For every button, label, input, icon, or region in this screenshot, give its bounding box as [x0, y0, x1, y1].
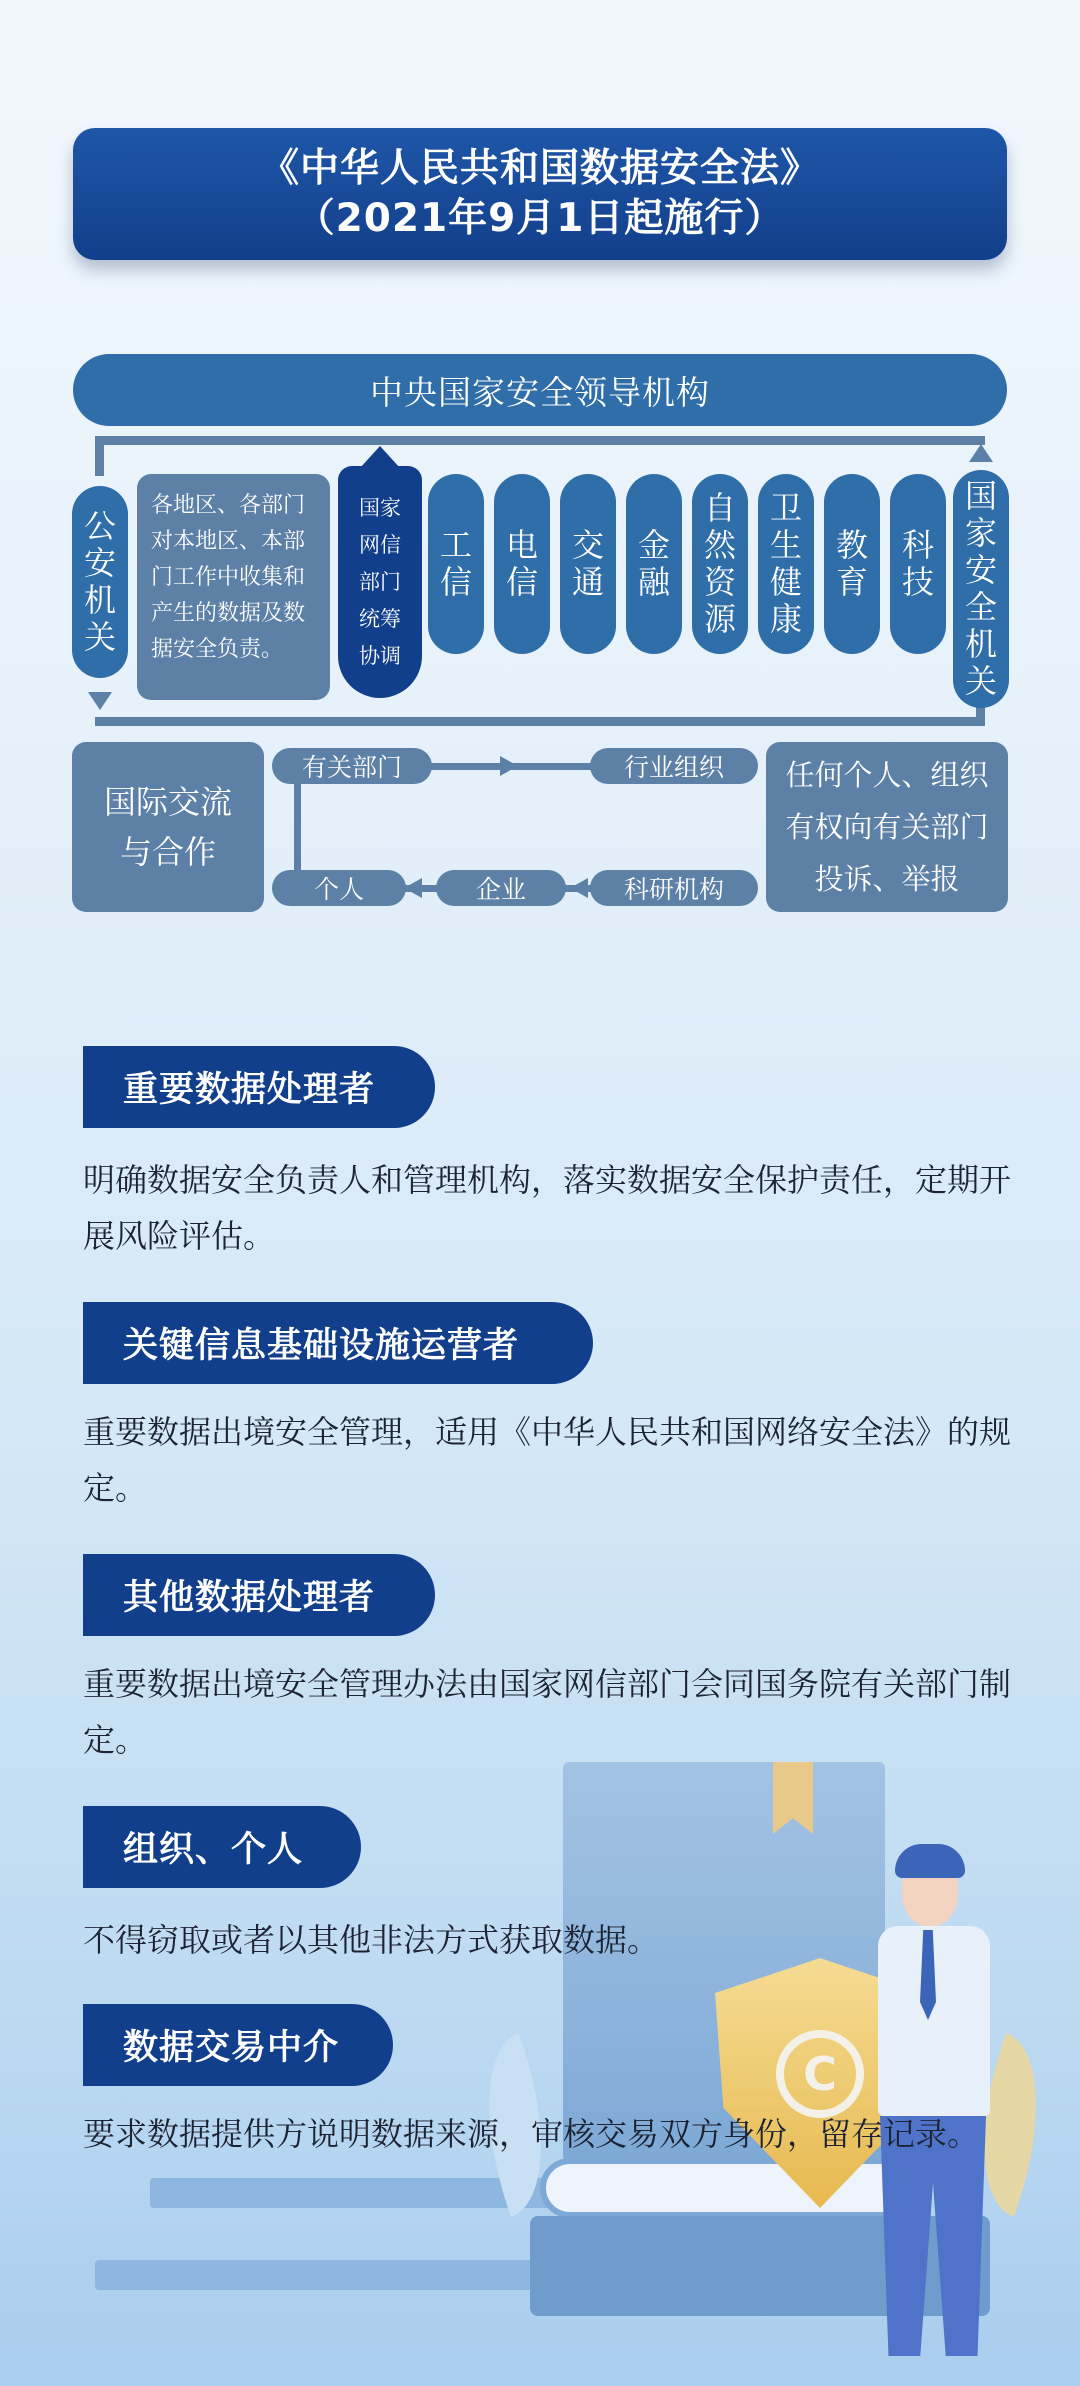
industry-label: 科技	[901, 526, 934, 601]
net-info-arrow-up-icon	[360, 446, 400, 468]
industry-label: 自然资源	[703, 489, 736, 638]
intl-label: 国际交流与合作	[103, 783, 232, 871]
section-body-data-broker: 要求数据提供方说明数据来源，审核交易双方身份，留存记录。	[83, 2115, 980, 2153]
section-body-org-individual: 不得窃取或者以其他非法方式获取数据。	[83, 1921, 660, 1959]
report-box	[766, 742, 1008, 912]
local-dept-text: 各地区、各部门对本地区、本部门工作中收集和产生的数据及数据安全负责。	[151, 493, 306, 662]
arrow-up-icon	[969, 444, 993, 462]
industry-label: 金融	[637, 526, 670, 601]
frame-left-line	[95, 436, 104, 476]
industry-col-1	[428, 474, 484, 654]
flow-loop	[272, 742, 762, 912]
industry-col-3	[560, 474, 616, 654]
character-hair-icon	[895, 1844, 965, 1878]
section-heading-important-data: 重要数据处理者	[83, 1046, 435, 1128]
public-security-label: 公安机关	[83, 507, 116, 656]
industry-col-2	[494, 474, 550, 654]
flow-research: 科研机构	[590, 870, 758, 906]
section-body-important-data: 明确数据安全负责人和管理机构，落实数据安全保护责任，定期开展风险评估。	[83, 1161, 1012, 1255]
industry-label: 教育	[835, 526, 868, 601]
flow-individual: 个人	[272, 870, 406, 906]
local-dept-box	[137, 474, 330, 700]
copyright-icon: C	[776, 2030, 864, 2118]
flow-arrow-left-icon	[404, 878, 422, 898]
national-security-col	[953, 470, 1009, 708]
net-info-col	[338, 466, 422, 698]
industry-col-6	[758, 474, 814, 654]
public-security-col	[72, 486, 128, 678]
org-diagram	[0, 0, 1080, 940]
industry-col-8	[890, 474, 946, 654]
section-heading-critical-infra: 关键信息基础设施运营者	[83, 1302, 593, 1384]
central-leadership: 中央国家安全领导机构	[73, 354, 1007, 426]
flow-enterprise: 企业	[436, 870, 566, 906]
section-heading-other-processors: 其他数据处理者	[83, 1554, 435, 1636]
national-security-label: 国家安全机关	[964, 477, 997, 700]
industry-label: 电信	[505, 526, 538, 601]
flow-related-dept: 有关部门	[272, 748, 432, 784]
title-line-2: （2021年9月1日起施行）	[295, 196, 785, 241]
frame-bottom-line	[95, 717, 985, 726]
flow-arrow-right-icon	[500, 756, 518, 776]
section-body-critical-infra: 重要数据出境安全管理，适用《中华人民共和国网络安全法》的规定。	[83, 1413, 1012, 1507]
title-line-1: 《中华人民共和国数据安全法》	[259, 146, 820, 191]
industry-label: 交通	[571, 526, 604, 601]
industry-col-7	[824, 474, 880, 654]
section-heading-data-broker: 数据交易中介	[83, 2004, 393, 2086]
book-stack-icon	[540, 2158, 930, 2218]
industry-col-4	[626, 474, 682, 654]
section-heading-org-individual: 组织、个人	[83, 1806, 361, 1888]
industry-label: 工信	[439, 526, 472, 601]
flow-arrow-left-icon	[570, 878, 588, 898]
section-body-other-processors: 重要数据出境安全管理办法由国家网信部门会同国务院有关部门制定。	[83, 1665, 1012, 1759]
net-info-label: 国家网信部门统筹协调	[359, 495, 401, 668]
report-text: 任何个人、组织有权向有关部门投诉、举报	[785, 758, 989, 896]
arrow-down-icon	[88, 692, 112, 710]
flow-industry-org: 行业组织	[590, 748, 758, 784]
frame-top-line	[95, 436, 985, 445]
industry-label: 卫生健康	[769, 489, 802, 638]
intl-box	[72, 742, 264, 912]
industry-col-5	[692, 474, 748, 654]
